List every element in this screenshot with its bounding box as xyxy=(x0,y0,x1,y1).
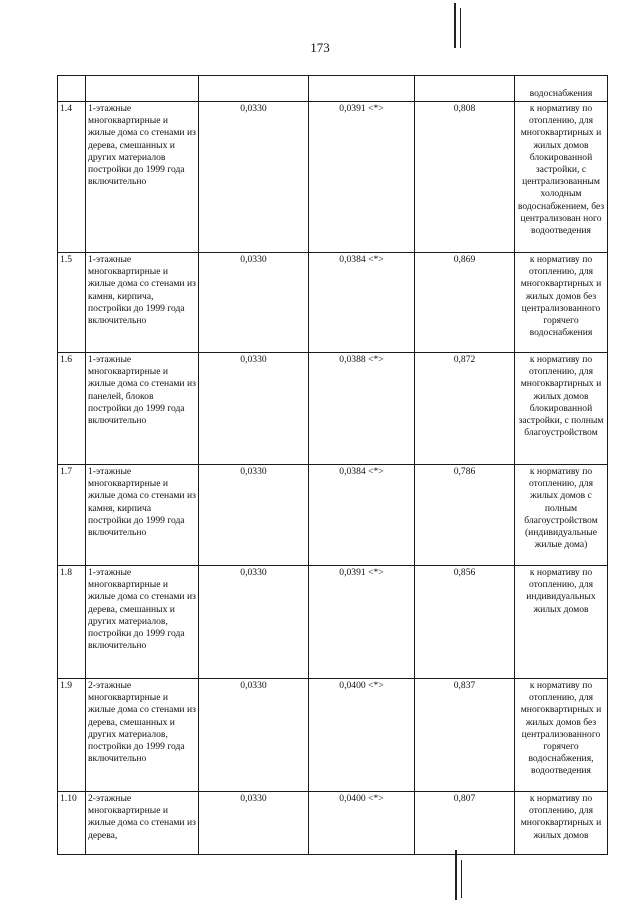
building-category: 1-этажные многоквартирные и жилые дома со стенами из камня, кирпича, постройки до 1999 года включительно xyxy=(86,253,199,353)
table-row xyxy=(58,465,608,566)
building-category: 1-этажные многоквартирные и жилые дома со стенами из камня, кирпича постройки до 1999 года включительно xyxy=(86,465,199,566)
normative-note: к нормативу по отоплению, для индивидуальных жилых домов xyxy=(515,566,608,679)
binder-mark xyxy=(454,3,456,48)
value-3: 0,872 xyxy=(415,353,515,465)
value-3: 0,837 xyxy=(415,679,515,792)
building-category: 2-этажные многоквартирные и жилые дома со стенами из дерева, смешанных и других материалов, постройки до 1999 года включительно xyxy=(86,679,199,792)
row-number: 1.10 xyxy=(58,792,86,855)
value-1: 0,0330 xyxy=(199,679,309,792)
building-category: 2-этажные многоквартирные и жилые дома со стенами из дерева, xyxy=(86,792,199,855)
normative-note: к нормативу по отоплению, для многоквартирных и жилых домов xyxy=(515,792,608,855)
row-number: 1.7 xyxy=(58,465,86,566)
page-number: 173 xyxy=(310,40,330,55)
table-row xyxy=(58,566,608,679)
normative-note: к нормативу по отоплению, для жилых домов с полным благоустройством (индивидуальные жилые дома) xyxy=(515,465,608,566)
building-category: 1-этажные многоквартирные и жилые дома со стенами из панелей, блоков постройки до 1999 года включительно xyxy=(86,353,199,465)
value-2: 0,0391 <*> xyxy=(309,566,415,679)
binder-mark xyxy=(460,8,461,48)
row-number: 1.8 xyxy=(58,566,86,679)
row-number: 1.6 xyxy=(58,353,86,465)
row-number: 1.5 xyxy=(58,253,86,353)
value-3: 0,869 xyxy=(415,253,515,353)
building-category: 1-этажные многоквартирные и жилые дома со стенами из дерева, смешанных и других материалов, постройки до 1999 года включительно xyxy=(86,566,199,679)
value-2: 0,0384 <*> xyxy=(309,465,415,566)
value-2: 0,0391 <*> xyxy=(309,102,415,253)
table-row xyxy=(58,102,608,253)
binder-mark xyxy=(455,850,457,900)
value-1: 0,0330 xyxy=(199,353,309,465)
value-1: 0,0330 xyxy=(199,102,309,253)
continued-note: водоснабжения xyxy=(515,76,608,102)
value-1: 0,0330 xyxy=(199,253,309,353)
value-2: 0,0400 <*> xyxy=(309,792,415,855)
table-row xyxy=(58,353,608,465)
value-2: 0,0388 <*> xyxy=(309,353,415,465)
normative-note: к нормативу по отоплению, для многоквартирных и жилых домов без централизованного горячего водоснабжения xyxy=(515,253,608,353)
normative-note: к нормативу по отоплению, для многоквартирных и жилых домов блокированной застройки, с централизованным холодным водоснабжением, без централизован ного водоотведения xyxy=(515,102,608,253)
row-number: 1.4 xyxy=(58,102,86,253)
row-number: 1.9 xyxy=(58,679,86,792)
value-1: 0,0330 xyxy=(199,792,309,855)
value-3: 0,786 xyxy=(415,465,515,566)
building-category: 1-этажные многоквартирные и жилые дома со стенами из дерева, смешанных и других материалов постройки до 1999 года включительно xyxy=(86,102,199,253)
normative-note: к нормативу по отоплению, для многоквартирных и жилых домов блокированной застройки, с полным благоустройством xyxy=(515,353,608,465)
normative-note: к нормативу по отоплению, для многоквартирных и жилых домов без централизованного горячего водоснабжения, водоотведения xyxy=(515,679,608,792)
table-row xyxy=(58,76,608,102)
table-row xyxy=(58,253,608,353)
value-3: 0,856 xyxy=(415,566,515,679)
binder-mark xyxy=(461,860,462,898)
value-2: 0,0400 <*> xyxy=(309,679,415,792)
tariff-table xyxy=(57,75,608,855)
table-row xyxy=(58,792,608,855)
value-2: 0,0384 <*> xyxy=(309,253,415,353)
value-3: 0,808 xyxy=(415,102,515,253)
value-1: 0,0330 xyxy=(199,566,309,679)
value-3: 0,807 xyxy=(415,792,515,855)
value-1: 0,0330 xyxy=(199,465,309,566)
table-row xyxy=(58,679,608,792)
